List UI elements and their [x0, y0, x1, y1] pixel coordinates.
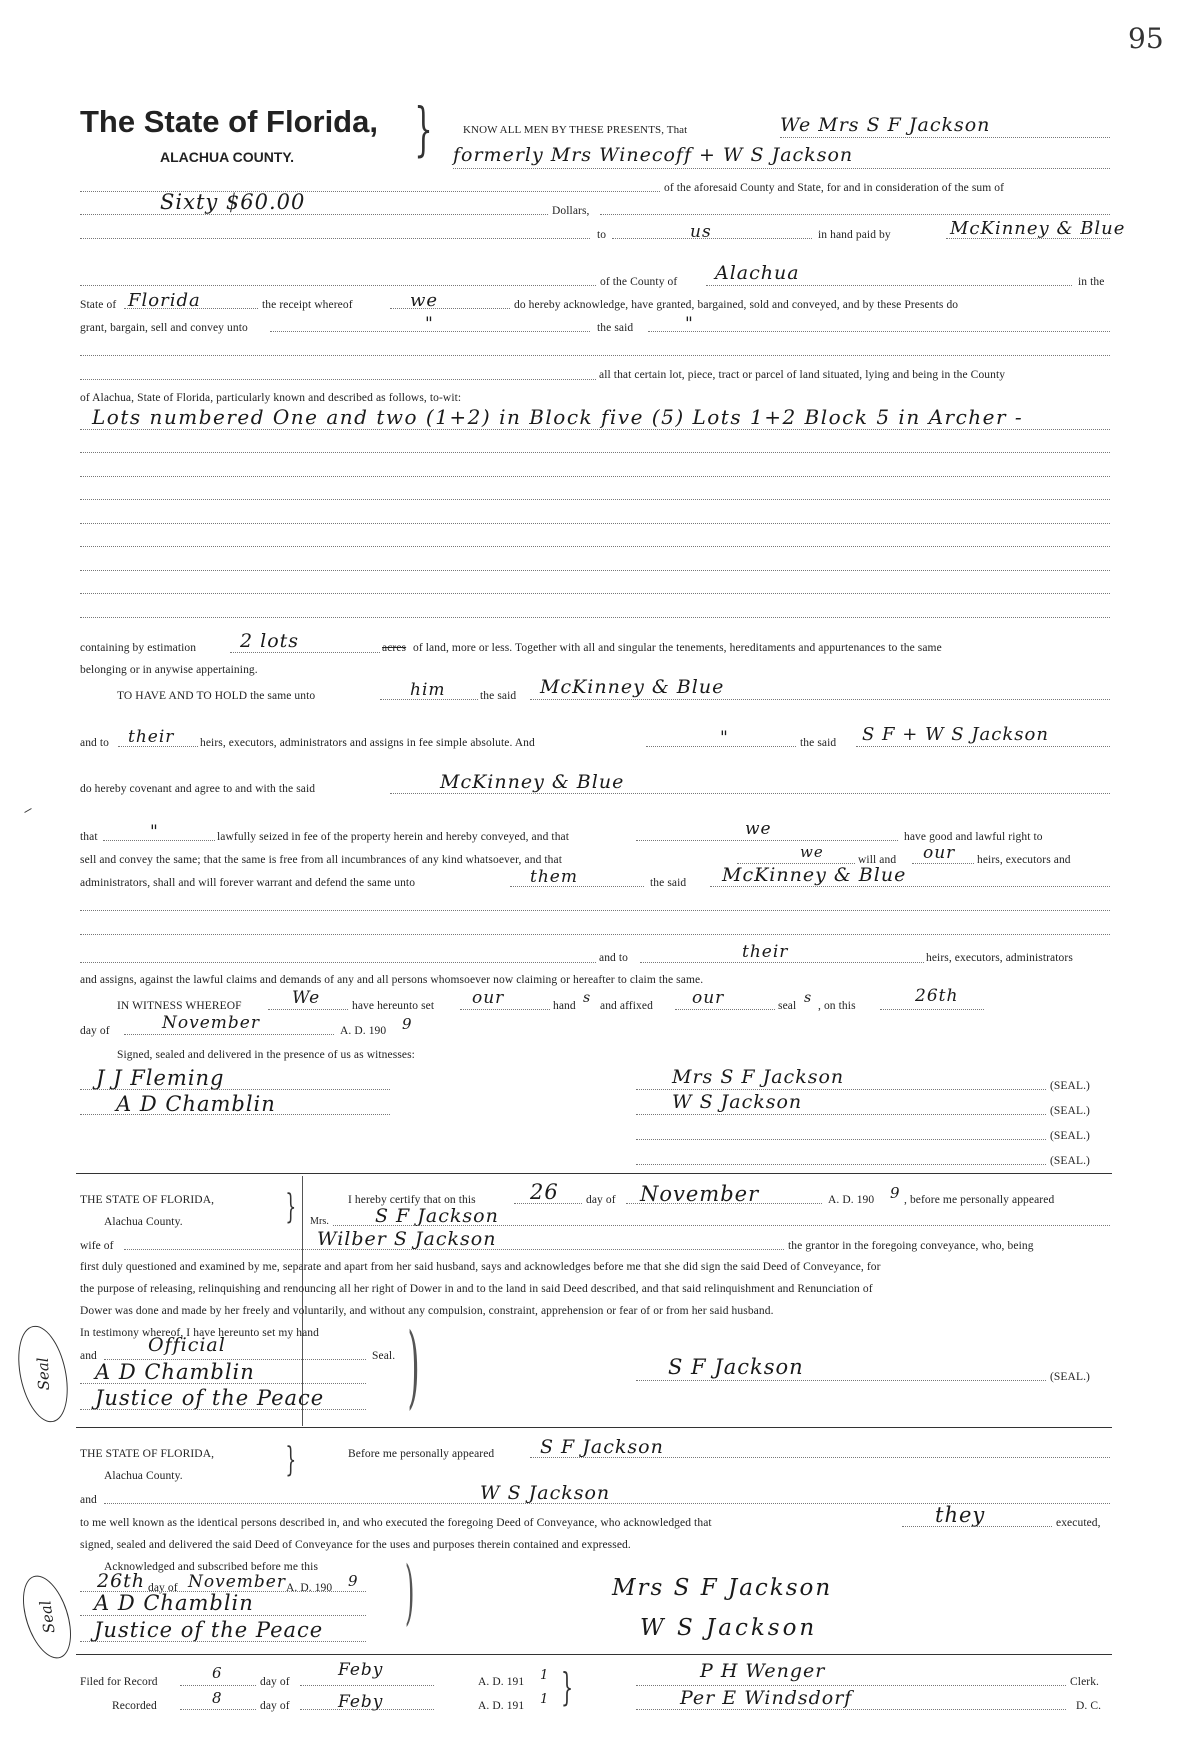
seal-label-1: (SEAL.) [1050, 1080, 1090, 1092]
cert2-title: Justice of the Peace [94, 1618, 324, 1642]
the-said-label-3: the said [800, 737, 837, 749]
recorded-year: 1 [540, 1692, 550, 1707]
recorded-label: Recorded [112, 1700, 157, 1712]
sell-value: we [800, 843, 824, 861]
cert2-acknowledged: Acknowledged and subscribed before me this [104, 1561, 319, 1573]
filed-day: 6 [212, 1664, 223, 1682]
hand-label: hand [553, 1000, 576, 1012]
witness-1: J J Fleming [96, 1066, 225, 1090]
receipt-value: we [410, 290, 439, 311]
cert1-month: November [640, 1182, 760, 1206]
covenant-text: do hereby covenant and agree to and with the said [80, 783, 316, 795]
heirs-text: heirs, executors, administrators and assigns in fee simple absolute. And [200, 737, 535, 749]
cert2-county: Alachua County. [104, 1470, 183, 1482]
witness-day: 26th [915, 986, 959, 1006]
know-all-text: KNOW ALL MEN BY THESE PRESENTS, That [463, 124, 688, 136]
in-witness-label: IN WITNESS WHEREOF [117, 1000, 242, 1012]
grantor-name-2: formerly Mrs Winecoff + W S Jackson [453, 144, 854, 166]
filed-year: 1 [540, 1668, 550, 1683]
heirs-exec-text-2: heirs, executors, administrators [926, 952, 1073, 964]
grantor-name-1: We Mrs S F Jackson [780, 114, 991, 136]
their-value: their [128, 727, 175, 747]
hand-suffix: s [583, 990, 592, 1006]
seized-text: lawfully seized in fee of the property herein and hereby conveyed, and that [217, 831, 570, 843]
all-certain-text: all that certain lot, piece, tract or parcel of land situated, lying and being in the County [599, 369, 1006, 381]
that-value: " [150, 822, 159, 842]
cert2-executed: executed, [1056, 1517, 1101, 1529]
acknowledge-text: do hereby acknowledge, have granted, bargained, sold and conveyed, and by these Presents do [514, 299, 959, 311]
cert1-seal: Seal. [372, 1350, 396, 1362]
and-value: " [720, 728, 729, 748]
acres-label: acres [382, 642, 407, 654]
receipt-label: the receipt whereof [262, 299, 353, 311]
will-and-text: will and [858, 854, 897, 866]
page-number: 95 [1128, 22, 1164, 55]
county-value: Alachua [715, 262, 800, 284]
seal-label-inline: seal [778, 1000, 797, 1012]
cert1-county: Alachua County. [104, 1216, 183, 1228]
seized-value: we [745, 819, 772, 839]
paid-by-label: in hand paid by [818, 229, 891, 241]
the-said-label-2: the said [480, 690, 517, 702]
clerk-label: Clerk. [1070, 1676, 1100, 1688]
cert1-signature: S F Jackson [668, 1355, 804, 1379]
land-description: Lots numbered One and two (1+2) in Block five (5) Lots 1+2 Block 5 in Archer - [92, 405, 1024, 429]
cert1-day-of: day of [586, 1194, 616, 1206]
have-hereunto-label: have hereunto set [352, 1000, 435, 1012]
cert2-well-known: to me well known as the identical persons described in, and who executed the foregoing Deed of Conveyance, who acknowledged that [80, 1517, 712, 1529]
cert2-signed-sealed: signed, sealed and delivered the said Deed of Conveyance for the uses and purposes therein contained and expressed. [80, 1539, 631, 1551]
cert1-name: S F Jackson [375, 1205, 499, 1227]
our-value: our [923, 843, 956, 863]
dollars-label: Dollars, [552, 205, 590, 217]
to-value: us [690, 222, 712, 242]
ad-label: A. D. 190 [340, 1025, 387, 1037]
their-value-2: their [742, 942, 789, 962]
and-to-label-2: and to [599, 952, 629, 964]
witness-we: We [292, 988, 321, 1008]
assigns-text: and assigns, against the lawful claims and demands of any and all persons whomsoever now claiming or hereafter to claim the same. [80, 974, 704, 986]
cert2-seal-stamp [14, 1570, 81, 1665]
filed-ad: A. D. 191 [478, 1676, 525, 1688]
cert2-signer-2: W S Jackson [640, 1615, 818, 1641]
aforesaid-text: of the aforesaid County and State, for and in consideration of the sum of [664, 182, 1005, 194]
cert2-before: Before me personally appeared [348, 1448, 495, 1460]
recorded-month: Feby [338, 1692, 384, 1712]
of-county-label: of the County of [600, 276, 678, 288]
cert1-day: 26 [530, 1180, 559, 1204]
cert1-state: THE STATE OF FLORIDA, [80, 1194, 215, 1206]
administrators-text: administrators, shall and will forever warrant and defend the same unto [80, 877, 416, 889]
clerk-signature: P H Wenger [700, 1660, 826, 1682]
cert1-certify: I hereby certify that on this [348, 1194, 476, 1206]
good-right-text: have good and lawful right to [904, 831, 1043, 843]
margin-mark [24, 808, 31, 813]
cert1-year: 9 [890, 1184, 901, 1202]
cert1-grantor: the grantor in the foregoing conveyance, who, being [788, 1240, 1034, 1252]
grant-label: grant, bargain, sell and convey unto [80, 322, 248, 334]
witness-2: A D Chamblin [116, 1092, 276, 1116]
cert2-name-2: W S Jackson [480, 1482, 611, 1504]
filed-month: Feby [338, 1660, 384, 1680]
witness-month: November [162, 1013, 260, 1033]
seal-suffix: s [804, 990, 813, 1006]
dc-signature: Per E Windsdorf [680, 1687, 853, 1709]
grant-value: " [425, 314, 434, 334]
cert1-officer: A D Chamblin [95, 1360, 255, 1384]
deed-page: 95 The State of Florida, ALACHUA COUNTY. } KNOW ALL MEN BY THESE PRESENTS, That We Mrs S F Jackson formerly Mrs Winecoff + W S Jackson of the aforesaid County and State, for and in consideration of the sum of Sixty $60.00 Dollars, to us in hand paid by McKinney & Blue of the County of Alachua in the State of Florida the receipt whereof we do hereby acknowledge, have granted, bargained, sold and conveyed, and by these Presents do grant, bargain, sell and convey unto " the said " all that certain lot, piece, tract or parcel of land situated, lying and being in the County of Alachua, State of Florida, particularly known and described as follows, to-wit: Lots numbered One and two (1+2) in Block five (5) Lots 1+2 Block 5 in Archer - containing by estimation 2 lots acres of land, more or less. Together with all and singular the tenements, hereditaments and appurtenances to the same belonging or in anywise appertaining. TO HAVE AND TO HOLD the same unto him the said McKinney & Blue and to their heirs, executors, administrators and assigns in fee simple absolute. And " the said S F + W S Jackson do hereby covenant and agree to and with the said McKinney & Blue that " lawfully seized in fee of the property herein and hereby conveyed, and that we have good and lawful right to sell and convey the same; that the same is free from all incumbrances of any kind whatsoever, and that we will and our heirs, executors and administrators, shall and will forever warrant and defend the same unto them the said McKinney & Blue and to their heirs, executors, administrators and assigns, against the lawful claims and demands of any and all persons whomsoever now claiming or hereafter to claim the same. IN WITNESS WHEREOF We have hereunto set our hand s and affixed our seal s , on this 26th day of November A. D. 190 9 Signed, sealed and delivered in the presence of us as witnesses: J J Fleming A D Chamblin Mrs S F Jackson (SEAL.) W S Jackson (SEAL.) (SEAL.) (SEAL.) THE STATE OF FLORIDA, Alachua County. } I hereby certify that on this 26 day of November A. D. 190 9 , before me personally appeared Mrs. S F Jackson wife of Wilber S Jackson the grantor in the foregoing conveyance, who, being first duly questioned and examined by me, separate and apart from her said husband, says and acknowledges before me that she did sign the said Deed of Conveyance, for the purpose of releasing, relinquishing and renouncing all her right of Dower in and to the land in said Deed described, and that said relinquishment and Renunciation of Dower was done and made by her freely and voluntarily, and without any compulsion, constraint, apprehension or fear of or from her said husband. In testimony whereof, I have hereunto set my hand and Official Seal. ) A D Chamblin Justice of the Peace Seal S F Jackson (SEAL.) THE STATE OF FLORIDA, Alachua County. } Before me personally appeared S F Jackson and W S Jackson to me well known as the identical persons described in, and who executed the foregoing Deed of Conveyance, who acknowledged that they executed, signed, sealed and delivered the said Deed of Conveyance for the uses and purposes therein contained and expressed. Acknowledged and subscribed before me this 26th day of November A. D. 190 9 ) A D Chamblin Justice of the Peace Seal Mrs S F Jackson W S Jackson Filed for Record 6 day of Feby A. D. 191 1 Recorded 8 day of Feby A. D. 191 1 } P H Wenger Clerk. Per E Windsdorf D. C. [0, 0, 1200, 1745]
recorded-ad: A. D. 191 [478, 1700, 525, 1712]
cert2-they: they [935, 1503, 986, 1527]
cert1-seal-stamp [10, 1321, 75, 1426]
cert1-para-3: Dower was done and made by her freely and voluntarily, and without any compulsion, constraint, apprehension or fear of or from her said husband. [80, 1305, 774, 1317]
cert2-day-of: day of [148, 1582, 178, 1594]
dc-label: D. C. [1076, 1700, 1102, 1712]
filed-label: Filed for Record [80, 1676, 158, 1688]
cert1-seal-stamp-text: Seal [33, 1357, 53, 1391]
of-alachua-text: of Alachua, State of Florida, particularly known and described as follows, to-wit: [80, 392, 462, 404]
seal-label-2: (SEAL.) [1050, 1105, 1090, 1117]
grantee-value: McKinney & Blue [540, 676, 725, 698]
estimate-value: 2 lots [240, 630, 300, 652]
state-of-label: State of [80, 299, 117, 311]
and-to-label: and to [80, 737, 110, 749]
covenant-value: McKinney & Blue [440, 771, 625, 793]
cert2-day: 26th [97, 1570, 146, 1592]
cert1-para-2: the purpose of releasing, relinquishing and renouncing all her right of Dower in and to the land in said Deed described, and that said relinquishment and Renunciation of [80, 1283, 873, 1295]
the-said-label-4: the said [650, 877, 687, 889]
cert2-and: and [80, 1494, 97, 1506]
divider-2 [76, 1427, 1112, 1428]
grantors-value: S F + W S Jackson [862, 724, 1049, 745]
the-said-label: the said [597, 322, 634, 334]
in-the-label: in the [1078, 276, 1105, 288]
witness-year: 9 [402, 1015, 413, 1033]
cert2-name-1: S F Jackson [540, 1436, 664, 1458]
cert1-and: and [80, 1350, 97, 1362]
signer-2: W S Jackson [672, 1091, 803, 1113]
signer-1: Mrs S F Jackson [672, 1066, 845, 1088]
divider-1 [76, 1173, 1112, 1174]
recorded-day-of: day of [260, 1700, 290, 1712]
heirs-exec-text: heirs, executors and [977, 854, 1071, 866]
cert2-ad: A. D. 190 [286, 1582, 333, 1594]
affixed-label: and affixed [600, 1000, 653, 1012]
belonging-text: belonging or in anywise appertaining. [80, 664, 258, 676]
seal-label-4: (SEAL.) [1050, 1155, 1090, 1167]
consideration-amount: Sixty $60.00 [160, 190, 306, 214]
cert1-mrs: Mrs. [310, 1216, 330, 1227]
cert2-officer: A D Chamblin [94, 1591, 254, 1615]
sell-convey-text: sell and convey the same; that the same is free from all incumbrances of any kind whatsoever, and that [80, 854, 563, 866]
on-this-label: , on this [818, 1000, 856, 1012]
them-value: them [530, 867, 578, 887]
witness-our: our [472, 988, 505, 1008]
witness-our-2: our [692, 988, 725, 1008]
that-label: that [80, 831, 98, 843]
cert2-year: 9 [348, 1572, 359, 1590]
cert2-month: November [188, 1572, 286, 1592]
to-have-text: TO HAVE AND TO HOLD the same unto [117, 690, 316, 702]
grantee-value-2: McKinney & Blue [722, 864, 907, 886]
containing-label: containing by estimation [80, 642, 197, 654]
day-of-label: day of [80, 1025, 110, 1037]
unto-value: him [410, 680, 446, 700]
county-heading: ALACHUA COUNTY. [160, 149, 295, 165]
recorded-day: 8 [212, 1689, 223, 1707]
signed-text: Signed, sealed and delivered in the presence of us as witnesses: [117, 1049, 415, 1061]
divider-3 [76, 1654, 1112, 1655]
cert1-testimony: In testimony whereof, I have hereunto set my hand [80, 1327, 319, 1339]
cert1-title: Justice of the Peace [95, 1386, 325, 1410]
cert1-ad: A. D. 190 [828, 1194, 875, 1206]
cert2-signer-1: Mrs S F Jackson [612, 1575, 833, 1601]
cert1-para-1: first duly questioned and examined by me, separate and apart from her said husband, says and acknowledges before me that she did sign the said Deed of Conveyance, for [80, 1261, 881, 1273]
cert1-before-me: , before me personally appeared [904, 1194, 1055, 1206]
state-value: Florida [128, 290, 201, 311]
header-brace: } [414, 95, 433, 163]
cert1-official: Official [148, 1334, 226, 1356]
document-title: The State of Florida, [80, 104, 378, 139]
cert1-husband: Wilber S Jackson [317, 1228, 497, 1250]
cert2-state: THE STATE OF FLORIDA, [80, 1448, 215, 1460]
cert2-seal-stamp-text: Seal [35, 1599, 59, 1635]
cert1-wife-of: wife of [80, 1240, 114, 1252]
containing-rest: of land, more or less. Together with all and singular the tenements, hereditaments and appurtenances to the same [413, 642, 942, 654]
cert1-seal-label: (SEAL.) [1050, 1371, 1090, 1383]
seal-label-3: (SEAL.) [1050, 1130, 1090, 1142]
to-label: to [597, 229, 607, 241]
paid-by-value: McKinney & Blue [950, 218, 1126, 239]
filed-day-of: day of [260, 1676, 290, 1688]
the-said-value: " [685, 314, 694, 334]
